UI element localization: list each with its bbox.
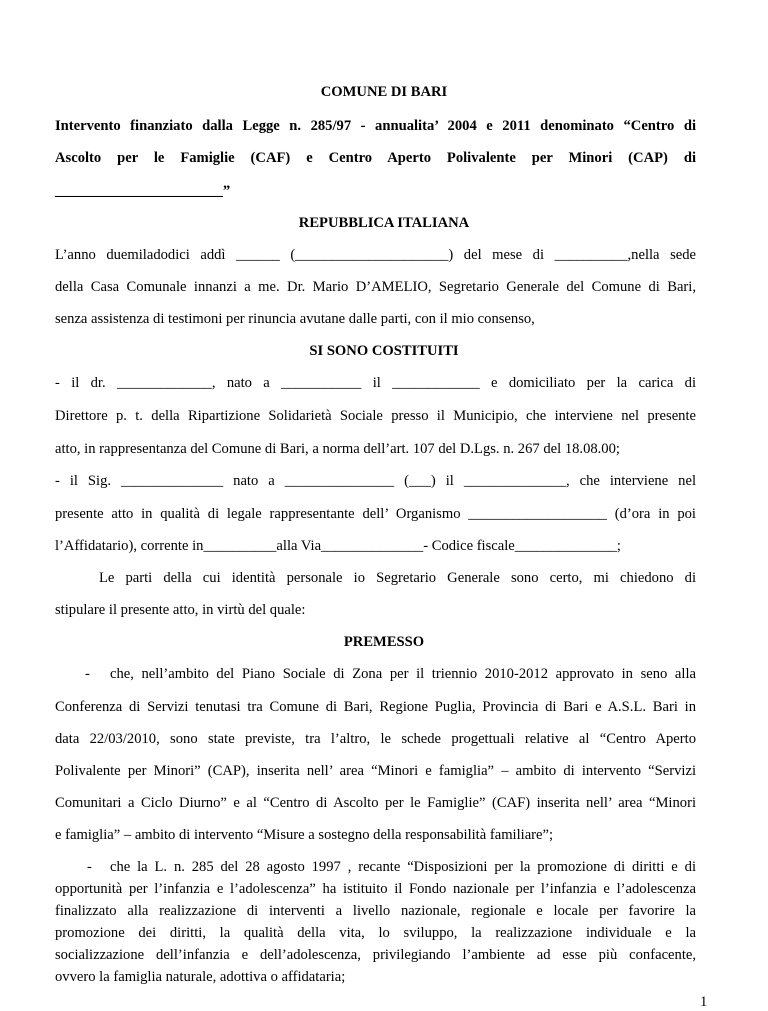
heading-repubblica: REPUBBLICA ITALIANA <box>298 215 470 231</box>
item2-line-6: ovvero la famiglia naturale, adottiva o affidataria; <box>55 969 346 985</box>
item1-line-4: Polivalente per Minori” (CAP), inserita nell’ area “Minori e famiglia” – ambito di intervento “Servizi <box>55 763 696 779</box>
item2-line-5: socializzazione dell’infanzia e dell’adolescenza, privilegiando l’ambiente ad esse più confacente, <box>55 947 696 963</box>
para2-line-2: Direttore p. t. della Ripartizione Solidarietà Sociale presso il Municipio, che interviene nel presente <box>55 408 696 424</box>
para1-line-1: L’anno duemiladodici addì ______ (_____________________) del mese di __________,nella sede <box>55 247 696 263</box>
heading-premesso: PREMESSO <box>343 634 425 650</box>
item2-line-1: che la L. n. 285 del 28 agosto 1997 , recante “Disposizioni per la promozione di diritti e di <box>110 859 696 875</box>
item1-line-3: data 22/03/2010, sono state previste, tra l’altro, le schede progettuali relative al “Centro Aperto <box>55 731 696 747</box>
document-title: COMUNE DI BARI <box>320 84 448 100</box>
item1-line-1: che, nell’ambito del Piano Sociale di Zona per il triennio 2010-2012 approvato in seno alla <box>110 666 696 682</box>
para3-line-1: - il Sig. ______________ nato a _______________ (___) il ______________, che interviene nel <box>55 473 696 489</box>
item1-line-2: Conferenza di Servizi tenutasi tra Comune di Bari, Regione Puglia, Provincia di Bari e A.S.L. Bari in <box>55 699 696 715</box>
item2-line-2: opportunità per l’infanzia e l’adolescenza” ha istituito il Fondo nazionale per l’infanzia e l’adolescenza <box>55 881 696 897</box>
para1-line-2: della Casa Comunale innanzi a me. Dr. Mario D’AMELIO, Segretario Generale del Comune di Bari, <box>55 279 696 295</box>
para3-line-2: presente atto in qualità di legale rappresentante dell’ Organismo ___________________ (d’ora in poi <box>55 506 696 522</box>
para2-line-3: atto, in rappresentanza del Comune di Bari, a norma dell’art. 107 del D.Lgs. n. 267 del 18.08.00; <box>55 441 620 457</box>
heading-costituiti: SI SONO COSTITUITI <box>309 343 459 359</box>
page-number: 1 <box>700 994 708 1010</box>
intro-line-2: Ascolto per le Famiglie (CAF) e Centro Aperto Polivalente per Minori (CAP) di <box>55 150 696 166</box>
item1-line-6: e famiglia” – ambito di intervento “Misure a sostegno della responsabilità familiare”; <box>55 827 554 843</box>
bullet-dash: - <box>85 666 90 682</box>
item2-line-4: promozione dei diritti, la qualità della vita, lo sviluppo, la realizzazione individuale e la <box>55 925 696 941</box>
item1-line-5: Comunitari a Ciclo Diurno” e al “Centro di Ascolto per le Famiglie” (CAF) inserita nell’ area “Minori <box>55 795 696 811</box>
para2-line-1: - il dr. _____________, nato a ___________ il ____________ e domiciliato per la carica di <box>55 375 696 391</box>
intro-line-1: Intervento finanziato dalla Legge n. 285/97 - annualita’ 2004 e 2011 denominato “Centro di <box>55 118 696 134</box>
bullet-dash: - <box>87 859 92 875</box>
para3-line-3: l’Affidatario), corrente in__________alla Via______________- Codice fiscale______________; <box>55 538 621 554</box>
item2-line-3: finalizzato alla realizzazione di interventi a livello nazionale, regionale e locale per favorire la <box>55 903 696 919</box>
para4-line-1: Le parti della cui identità personale io Segretario Generale sono certo, mi chiedono di <box>99 570 696 586</box>
para1-line-3: senza assistenza di testimoni per rinuncia avutane dalle parti, con il mio consenso, <box>55 311 535 327</box>
para4-line-2: stipulare il presente atto, in virtù del quale: <box>55 602 306 618</box>
intro-line-3: _______________________” <box>55 183 231 199</box>
